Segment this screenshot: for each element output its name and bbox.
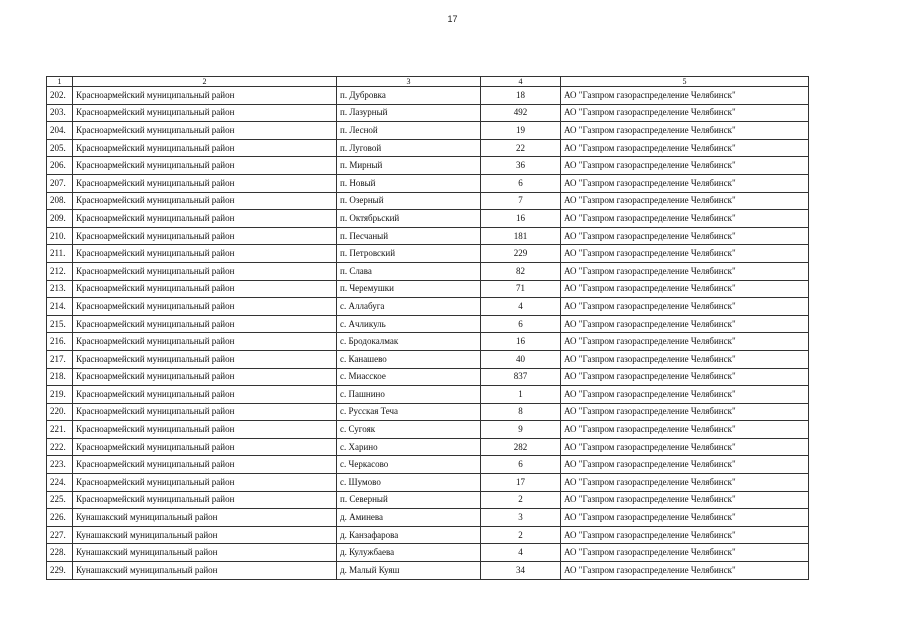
cell-organization: АО "Газпром газораспределение Челябинск": [561, 491, 809, 509]
cell-row-number: 227.: [47, 526, 73, 544]
cell-row-number: 221.: [47, 421, 73, 439]
table-row: [47, 192, 809, 210]
cell-row-number: 229.: [47, 562, 73, 580]
cell-municipality: Красноармейский муниципальный район: [73, 438, 337, 456]
cell-settlement: п. Октябрьский: [337, 210, 481, 228]
cell-row-number: 210.: [47, 227, 73, 245]
cell-row-number: 211.: [47, 245, 73, 263]
cell-count: 837: [481, 368, 561, 386]
cell-organization: АО "Газпром газораспределение Челябинск": [561, 421, 809, 439]
cell-row-number: 202.: [47, 87, 73, 105]
header-col-3: 3: [337, 77, 481, 87]
cell-count: 492: [481, 104, 561, 122]
cell-organization: АО "Газпром газораспределение Челябинск": [561, 104, 809, 122]
cell-count: 71: [481, 280, 561, 298]
cell-settlement: п. Черемушки: [337, 280, 481, 298]
table-row: [47, 491, 809, 509]
cell-count: 229: [481, 245, 561, 263]
cell-row-number: 204.: [47, 122, 73, 140]
table-row: [47, 210, 809, 228]
cell-municipality: Красноармейский муниципальный район: [73, 262, 337, 280]
table-row: [47, 421, 809, 439]
table-row: [47, 368, 809, 386]
cell-count: 2: [481, 491, 561, 509]
cell-count: 18: [481, 87, 561, 105]
cell-organization: АО "Газпром газораспределение Челябинск": [561, 298, 809, 316]
table-row: [47, 139, 809, 157]
cell-row-number: 223.: [47, 456, 73, 474]
cell-organization: АО "Газпром газораспределение Челябинск": [561, 386, 809, 404]
cell-organization: АО "Газпром газораспределение Челябинск": [561, 245, 809, 263]
table-row: [47, 122, 809, 140]
table-row: [47, 386, 809, 404]
table-row: [47, 438, 809, 456]
cell-count: 22: [481, 139, 561, 157]
table-row: [47, 456, 809, 474]
table-row: [47, 333, 809, 351]
cell-municipality: Красноармейский муниципальный район: [73, 368, 337, 386]
cell-organization: АО "Газпром газораспределение Челябинск": [561, 192, 809, 210]
cell-settlement: п. Мирный: [337, 157, 481, 175]
cell-municipality: Красноармейский муниципальный район: [73, 421, 337, 439]
table-row: [47, 174, 809, 192]
cell-count: 2: [481, 526, 561, 544]
cell-row-number: 217.: [47, 350, 73, 368]
cell-row-number: 218.: [47, 368, 73, 386]
cell-municipality: Красноармейский муниципальный район: [73, 474, 337, 492]
cell-settlement: с. Бродокалмак: [337, 333, 481, 351]
cell-municipality: Красноармейский муниципальный район: [73, 122, 337, 140]
cell-municipality: Красноармейский муниципальный район: [73, 245, 337, 263]
cell-settlement: п. Дубровка: [337, 87, 481, 105]
cell-organization: АО "Газпром газораспределение Челябинск": [561, 509, 809, 527]
cell-municipality: Красноармейский муниципальный район: [73, 315, 337, 333]
header-col-4: 4: [481, 77, 561, 87]
cell-row-number: 208.: [47, 192, 73, 210]
header-col-1: 1: [47, 77, 73, 87]
cell-organization: АО "Газпром газораспределение Челябинск": [561, 174, 809, 192]
cell-row-number: 207.: [47, 174, 73, 192]
table-row: [47, 526, 809, 544]
cell-settlement: д. Малый Куяш: [337, 562, 481, 580]
cell-municipality: Красноармейский муниципальный район: [73, 104, 337, 122]
cell-row-number: 219.: [47, 386, 73, 404]
table-row: [47, 87, 809, 105]
cell-municipality: Красноармейский муниципальный район: [73, 157, 337, 175]
cell-settlement: п. Северный: [337, 491, 481, 509]
cell-organization: АО "Газпром газораспределение Челябинск": [561, 368, 809, 386]
cell-settlement: п. Озерный: [337, 192, 481, 210]
cell-row-number: 213.: [47, 280, 73, 298]
table-row: [47, 350, 809, 368]
cell-settlement: с. Харино: [337, 438, 481, 456]
cell-organization: АО "Газпром газораспределение Челябинск": [561, 350, 809, 368]
cell-municipality: Кунашакский муниципальный район: [73, 562, 337, 580]
table-row: [47, 227, 809, 245]
cell-count: 36: [481, 157, 561, 175]
cell-municipality: Красноармейский муниципальный район: [73, 210, 337, 228]
cell-settlement: д. Аминева: [337, 509, 481, 527]
cell-count: 1: [481, 386, 561, 404]
cell-settlement: п. Слава: [337, 262, 481, 280]
cell-organization: АО "Газпром газораспределение Челябинск": [561, 315, 809, 333]
cell-municipality: Красноармейский муниципальный район: [73, 280, 337, 298]
table-row: [47, 474, 809, 492]
cell-settlement: д. Канзафарова: [337, 526, 481, 544]
table-row: [47, 562, 809, 580]
cell-settlement: с. Аллабуга: [337, 298, 481, 316]
cell-count: 34: [481, 562, 561, 580]
table-row: [47, 245, 809, 263]
cell-settlement: с. Сугояк: [337, 421, 481, 439]
cell-count: 3: [481, 509, 561, 527]
cell-row-number: 203.: [47, 104, 73, 122]
cell-count: 82: [481, 262, 561, 280]
registry-table: [46, 76, 809, 580]
cell-row-number: 226.: [47, 509, 73, 527]
table-row: [47, 280, 809, 298]
cell-settlement: п. Лазурный: [337, 104, 481, 122]
table-body: [47, 87, 809, 580]
cell-row-number: 225.: [47, 491, 73, 509]
cell-settlement: с. Миасское: [337, 368, 481, 386]
cell-count: 7: [481, 192, 561, 210]
cell-count: 19: [481, 122, 561, 140]
table-row: [47, 104, 809, 122]
cell-settlement: п. Песчаный: [337, 227, 481, 245]
cell-row-number: 205.: [47, 139, 73, 157]
table-row: [47, 298, 809, 316]
table-row: [47, 544, 809, 562]
cell-row-number: 209.: [47, 210, 73, 228]
cell-settlement: п. Петровский: [337, 245, 481, 263]
cell-row-number: 222.: [47, 438, 73, 456]
cell-organization: АО "Газпром газораспределение Челябинск": [561, 474, 809, 492]
cell-settlement: с. Шумово: [337, 474, 481, 492]
table-row: [47, 509, 809, 527]
cell-count: 6: [481, 315, 561, 333]
cell-organization: АО "Газпром газораспределение Челябинск": [561, 403, 809, 421]
table-row: [47, 315, 809, 333]
cell-count: 16: [481, 210, 561, 228]
cell-count: 17: [481, 474, 561, 492]
cell-municipality: Красноармейский муниципальный район: [73, 350, 337, 368]
cell-municipality: Красноармейский муниципальный район: [73, 386, 337, 404]
cell-row-number: 212.: [47, 262, 73, 280]
cell-settlement: с. Русская Теча: [337, 403, 481, 421]
cell-municipality: Кунашакский муниципальный район: [73, 526, 337, 544]
table-header: [47, 77, 809, 87]
table-row: [47, 157, 809, 175]
page-number: 17: [447, 14, 458, 24]
cell-organization: АО "Газпром газораспределение Челябинск": [561, 280, 809, 298]
cell-count: 4: [481, 298, 561, 316]
cell-row-number: 228.: [47, 544, 73, 562]
cell-settlement: п. Лесной: [337, 122, 481, 140]
cell-settlement: с. Ачликуль: [337, 315, 481, 333]
cell-count: 6: [481, 456, 561, 474]
header-row: [47, 77, 809, 87]
cell-organization: АО "Газпром газораспределение Челябинск": [561, 333, 809, 351]
cell-settlement: д. Кулужбаева: [337, 544, 481, 562]
cell-organization: АО "Газпром газораспределение Челябинск": [561, 122, 809, 140]
cell-organization: АО "Газпром газораспределение Челябинск": [561, 210, 809, 228]
cell-municipality: Кунашакский муниципальный район: [73, 544, 337, 562]
cell-municipality: Красноармейский муниципальный район: [73, 333, 337, 351]
cell-row-number: 216.: [47, 333, 73, 351]
cell-row-number: 215.: [47, 315, 73, 333]
cell-organization: АО "Газпром газораспределение Челябинск": [561, 227, 809, 245]
cell-row-number: 206.: [47, 157, 73, 175]
cell-count: 8: [481, 403, 561, 421]
cell-settlement: п. Новый: [337, 174, 481, 192]
cell-municipality: Красноармейский муниципальный район: [73, 403, 337, 421]
cell-settlement: с. Черкасово: [337, 456, 481, 474]
cell-municipality: Красноармейский муниципальный район: [73, 87, 337, 105]
cell-settlement: с. Канашево: [337, 350, 481, 368]
cell-count: 4: [481, 544, 561, 562]
cell-municipality: Красноармейский муниципальный район: [73, 139, 337, 157]
cell-organization: АО "Газпром газораспределение Челябинск": [561, 526, 809, 544]
cell-count: 282: [481, 438, 561, 456]
cell-settlement: с. Пашнино: [337, 386, 481, 404]
cell-organization: АО "Газпром газораспределение Челябинск": [561, 157, 809, 175]
cell-municipality: Красноармейский муниципальный район: [73, 227, 337, 245]
cell-organization: АО "Газпром газораспределение Челябинск": [561, 562, 809, 580]
cell-row-number: 214.: [47, 298, 73, 316]
header-col-2: 2: [73, 77, 337, 87]
cell-settlement: п. Луговой: [337, 139, 481, 157]
table-row: [47, 403, 809, 421]
cell-organization: АО "Газпром газораспределение Челябинск": [561, 456, 809, 474]
cell-count: 181: [481, 227, 561, 245]
header-col-5: 5: [561, 77, 809, 87]
table-row: [47, 262, 809, 280]
cell-organization: АО "Газпром газораспределение Челябинск": [561, 139, 809, 157]
cell-organization: АО "Газпром газораспределение Челябинск": [561, 262, 809, 280]
cell-municipality: Красноармейский муниципальный район: [73, 174, 337, 192]
cell-organization: АО "Газпром газораспределение Челябинск": [561, 87, 809, 105]
cell-count: 16: [481, 333, 561, 351]
cell-count: 9: [481, 421, 561, 439]
cell-municipality: Красноармейский муниципальный район: [73, 192, 337, 210]
cell-municipality: Красноармейский муниципальный район: [73, 456, 337, 474]
cell-organization: АО "Газпром газораспределение Челябинск": [561, 544, 809, 562]
cell-municipality: Красноармейский муниципальный район: [73, 491, 337, 509]
cell-organization: АО "Газпром газораспределение Челябинск": [561, 438, 809, 456]
cell-municipality: Красноармейский муниципальный район: [73, 298, 337, 316]
cell-count: 40: [481, 350, 561, 368]
cell-row-number: 224.: [47, 474, 73, 492]
cell-row-number: 220.: [47, 403, 73, 421]
cell-count: 6: [481, 174, 561, 192]
cell-municipality: Кунашакский муниципальный район: [73, 509, 337, 527]
